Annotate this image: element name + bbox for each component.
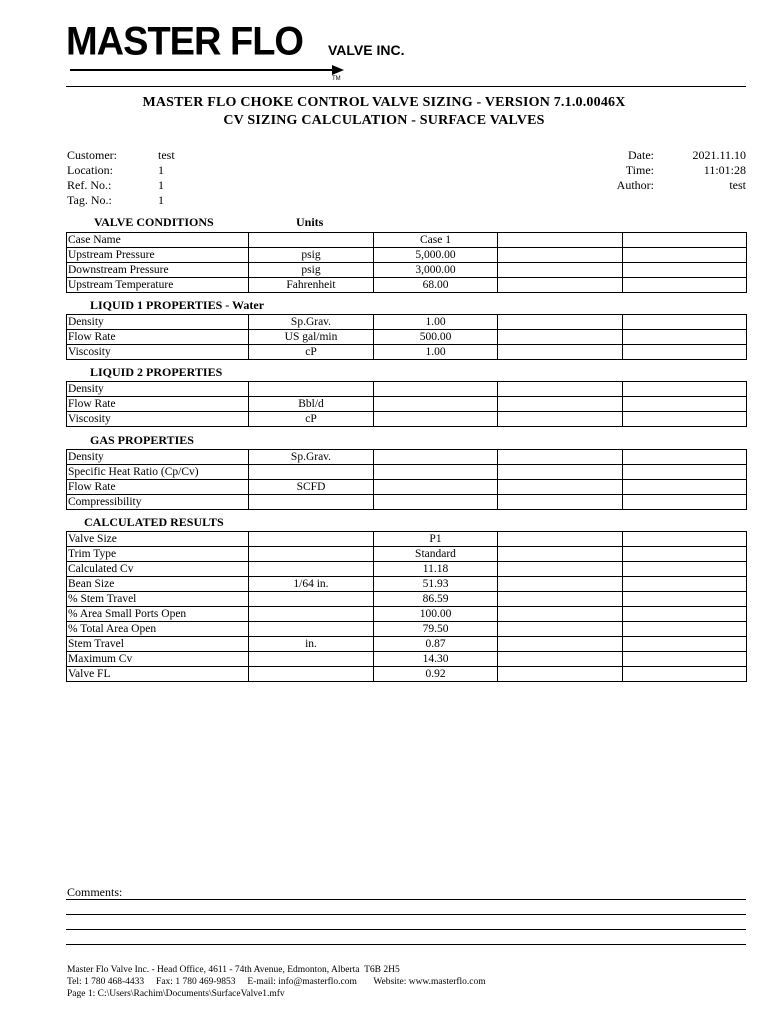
case-value-cell [498, 330, 623, 345]
case-value-cell [623, 667, 747, 682]
meta-author: Author: test [616, 178, 746, 192]
comment-line [66, 944, 746, 945]
row-label: % Area Small Ports Open [67, 607, 249, 622]
table-gas [66, 449, 747, 510]
case-value-cell [623, 397, 747, 412]
table-row [67, 622, 747, 637]
meta-tag-no: Tag. No.: 1 [67, 193, 164, 207]
row-label: Specific Heat Ratio (Cp/Cv) [67, 465, 249, 480]
table-row [67, 278, 747, 293]
case-value-cell: 51.93 [374, 577, 498, 592]
unit-cell [249, 233, 374, 248]
row-label: Upstream Pressure [67, 248, 249, 263]
row-label: Flow Rate [67, 480, 249, 495]
case-value-cell [374, 450, 498, 465]
case-value-cell [498, 480, 623, 495]
case-value-cell: 5,000.00 [374, 248, 498, 263]
row-label: Stem Travel [67, 637, 249, 652]
unit-cell [249, 562, 374, 577]
case-value-cell [498, 547, 623, 562]
document-title: MASTER FLO CHOKE CONTROL VALVE SIZING - VERSION 7.1.0.0046X [142, 95, 626, 110]
case-value-cell [498, 532, 623, 547]
case-value-cell [623, 480, 747, 495]
unit-cell [249, 667, 374, 682]
unit-cell: in. [249, 637, 374, 652]
case-value-cell: 100.00 [374, 607, 498, 622]
row-label: Flow Rate [67, 397, 249, 412]
unit-cell: Sp.Grav. [249, 315, 374, 330]
table-results [66, 531, 747, 682]
unit-cell [249, 592, 374, 607]
table-liquid2 [66, 381, 747, 427]
unit-cell [249, 547, 374, 562]
unit-cell: Sp.Grav. [249, 450, 374, 465]
table-row [67, 233, 747, 248]
case-value-cell [498, 495, 623, 510]
case-value-cell: 68.00 [374, 278, 498, 293]
row-label: Valve Size [67, 532, 249, 547]
case-value-cell: Case 1 [374, 233, 498, 248]
case-value-cell: 3,000.00 [374, 263, 498, 278]
row-label: Maximum Cv [67, 652, 249, 667]
unit-cell [249, 465, 374, 480]
section-title-liquid2: LIQUID 2 PROPERTIES [90, 365, 223, 379]
case-value-cell [623, 562, 747, 577]
unit-cell [249, 652, 374, 667]
case-value-cell [623, 495, 747, 510]
case-value-cell [498, 382, 623, 397]
logo-suffix: VALVE INC. [328, 42, 405, 58]
table-row [67, 532, 747, 547]
case-value-cell [498, 233, 623, 248]
case-value-cell [498, 465, 623, 480]
case-value-cell [498, 278, 623, 293]
row-label: Compressibility [67, 495, 249, 510]
table-row [67, 315, 747, 330]
case-value-cell [623, 278, 747, 293]
case-value-cell [498, 607, 623, 622]
case-value-cell [374, 480, 498, 495]
units-header: Units [296, 215, 324, 229]
case-value-cell [498, 622, 623, 637]
table-row [67, 450, 747, 465]
case-value-cell [498, 562, 623, 577]
case-value-cell [498, 248, 623, 263]
case-value-cell [498, 667, 623, 682]
case-value-cell [623, 652, 747, 667]
table-row [67, 562, 747, 577]
unit-cell: SCFD [249, 480, 374, 495]
case-value-cell [623, 233, 747, 248]
row-label: Bean Size [67, 577, 249, 592]
row-label: Upstream Temperature [67, 278, 249, 293]
row-label: Calculated Cv [67, 562, 249, 577]
table-row [67, 345, 747, 360]
meta-time: Time: 11:01:28 [625, 163, 746, 177]
meta-left [67, 148, 175, 208]
table-liquid1 [66, 314, 747, 360]
case-value-cell [623, 592, 747, 607]
unit-cell [249, 607, 374, 622]
table-row [67, 547, 747, 562]
table-valve-conditions [66, 232, 747, 293]
footer-page-path: Page 1: C:\Users\Rachim\Documents\SurfaceValve1.mfv [67, 989, 285, 999]
case-value-cell [623, 607, 747, 622]
case-value-cell [623, 248, 747, 263]
case-value-cell [623, 637, 747, 652]
row-label: Density [67, 315, 249, 330]
case-value-cell: 1.00 [374, 315, 498, 330]
case-value-cell [498, 412, 623, 427]
company-logo [66, 20, 416, 90]
case-value-cell [623, 382, 747, 397]
meta-right [598, 148, 746, 193]
row-label: % Total Area Open [67, 622, 249, 637]
table-row [67, 412, 747, 427]
unit-cell: cP [249, 345, 374, 360]
section-title-gas: GAS PROPERTIES [90, 433, 194, 447]
table-row [67, 667, 747, 682]
case-value-cell [623, 263, 747, 278]
unit-cell: Bbl/d [249, 397, 374, 412]
case-value-cell [498, 592, 623, 607]
unit-cell: 1/64 in. [249, 577, 374, 592]
case-value-cell [498, 315, 623, 330]
table-row [67, 577, 747, 592]
table-row [67, 652, 747, 667]
case-value-cell [374, 382, 498, 397]
header-divider [66, 86, 746, 87]
table-row [67, 382, 747, 397]
row-label: Viscosity [67, 412, 249, 427]
case-value-cell: 86.59 [374, 592, 498, 607]
document-subtitle: CV SIZING CALCULATION - SURFACE VALVES [223, 113, 545, 128]
case-value-cell [498, 397, 623, 412]
comment-line [66, 914, 746, 915]
footer-contact: Tel: 1 780 468-4433 Fax: 1 780 469-9853 E-mail: info@masterflo.com Website: www.masterflo.com [67, 977, 486, 987]
unit-cell: cP [249, 412, 374, 427]
case-value-cell [374, 495, 498, 510]
row-label: Flow Rate [67, 330, 249, 345]
case-value-cell: 1.00 [374, 345, 498, 360]
footer-address: Master Flo Valve Inc. - Head Office, 4611 - 74th Avenue, Edmonton, Alberta T6B 2H5 [67, 965, 400, 975]
meta-customer: Customer: test [67, 148, 175, 162]
row-label: Trim Type [67, 547, 249, 562]
case-value-cell [498, 637, 623, 652]
case-value-cell: 0.87 [374, 637, 498, 652]
meta-location: Location: 1 [67, 163, 164, 177]
logo-arrow-icon [66, 60, 346, 76]
case-value-cell: 500.00 [374, 330, 498, 345]
case-value-cell: 0.92 [374, 667, 498, 682]
table-row [67, 637, 747, 652]
case-value-cell [498, 263, 623, 278]
case-value-cell [623, 345, 747, 360]
case-value-cell [623, 577, 747, 592]
table-row [67, 465, 747, 480]
case-value-cell [374, 412, 498, 427]
logo-brand: MASTER FLO [66, 20, 303, 65]
case-value-cell [498, 652, 623, 667]
unit-cell: psig [249, 263, 374, 278]
case-value-cell: Standard [374, 547, 498, 562]
case-value-cell: 11.18 [374, 562, 498, 577]
table-row [67, 480, 747, 495]
case-value-cell [623, 330, 747, 345]
section-title-results: CALCULATED RESULTS [84, 515, 224, 529]
table-row [67, 592, 747, 607]
table-row [67, 607, 747, 622]
comment-line [66, 929, 746, 930]
row-label: Case Name [67, 233, 249, 248]
row-label: Density [67, 382, 249, 397]
case-value-cell [623, 412, 747, 427]
table-row [67, 495, 747, 510]
case-value-cell [623, 547, 747, 562]
case-value-cell [498, 577, 623, 592]
section-title-liquid1: LIQUID 1 PROPERTIES - Water [90, 298, 265, 312]
table-row [67, 248, 747, 263]
meta-ref-no: Ref. No.: 1 [67, 178, 164, 192]
row-label: Viscosity [67, 345, 249, 360]
table-row [67, 330, 747, 345]
unit-cell [249, 382, 374, 397]
unit-cell: Fahrenheit [249, 278, 374, 293]
comments-label: Comments: [67, 885, 123, 899]
section-title-valve-conditions: VALVE CONDITIONS [94, 215, 214, 229]
row-label: Valve FL [67, 667, 249, 682]
case-value-cell [623, 465, 747, 480]
row-label: Downstream Pressure [67, 263, 249, 278]
table-row [67, 263, 747, 278]
case-value-cell [498, 345, 623, 360]
case-value-cell [623, 622, 747, 637]
row-label: % Stem Travel [67, 592, 249, 607]
row-label: Density [67, 450, 249, 465]
comment-line [66, 899, 746, 900]
unit-cell [249, 532, 374, 547]
case-value-cell: 79.50 [374, 622, 498, 637]
case-value-cell: 14.30 [374, 652, 498, 667]
case-value-cell [498, 450, 623, 465]
meta-date: Date: 2021.11.10 [628, 148, 746, 162]
table-row [67, 397, 747, 412]
case-value-cell [374, 397, 498, 412]
case-value-cell [623, 450, 747, 465]
case-value-cell [374, 465, 498, 480]
unit-cell [249, 622, 374, 637]
unit-cell: US gal/min [249, 330, 374, 345]
unit-cell: psig [249, 248, 374, 263]
unit-cell [249, 495, 374, 510]
case-value-cell [623, 315, 747, 330]
logo-trademark: TM [332, 76, 341, 82]
case-value-cell: P1 [374, 532, 498, 547]
case-value-cell [623, 532, 747, 547]
